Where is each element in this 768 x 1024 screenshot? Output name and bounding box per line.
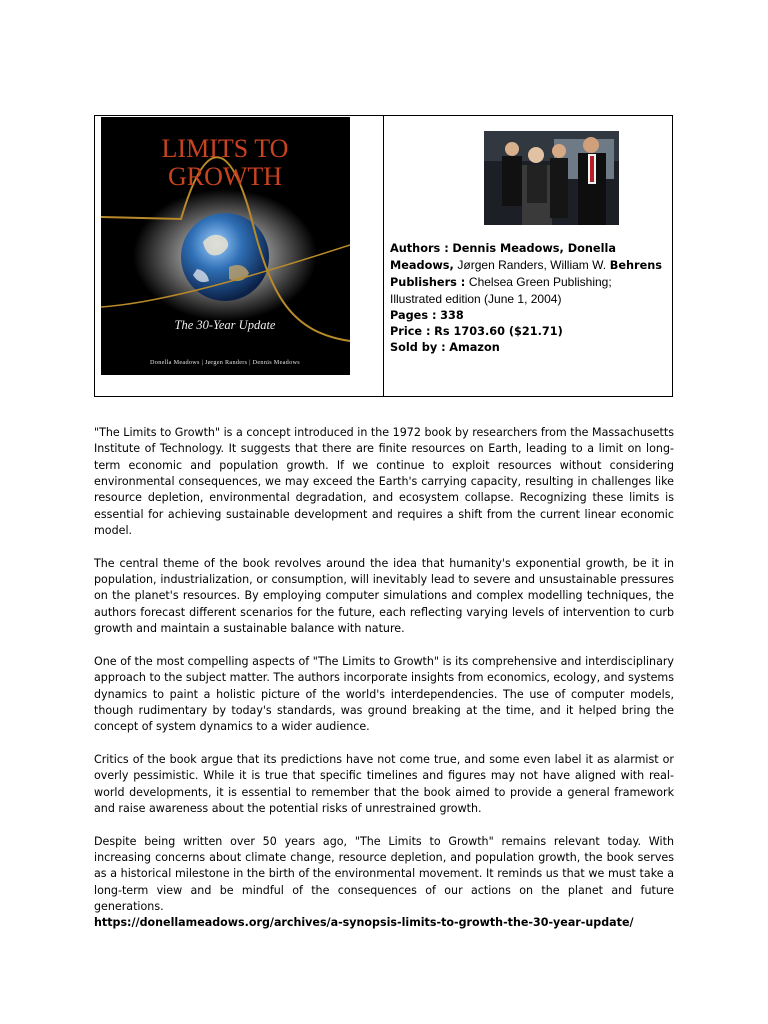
article-paragraph: Despite being written over 50 years ago, "The Limits to Growth" remains relevant today. With increasing concerns about climate change, resource depletion, and population growth, the book serves as a historical milestone in the birth of the environmental movement. It reminds us that we must take a long-term view and be mindful of the consequences of our actions on the planet and future generations. — [94, 834, 674, 913]
article-paragraph: Critics of the book argue that its predictions have not come true, and some even label it as alarmist or overly pessimistic. While it is true that specific timelines and figures may not have aligned with real-world developments, it is essential to remember that the book aimed to provide a general framework and raise awareness about the potential risks of unrestrained growth. — [94, 752, 674, 815]
book-info-table — [94, 115, 673, 397]
pages-row — [390, 308, 666, 324]
authors-label: Authors : — [390, 242, 449, 255]
sold-by-value: Amazon — [449, 341, 500, 354]
price-label: Price : — [390, 325, 431, 338]
sold-by-label: Sold by : — [390, 341, 446, 354]
publishers-value: Chelsea Green Publishing; Illustrated edition (June 1, 2004) — [390, 275, 612, 306]
article-paragraph: The central theme of the book revolves around the idea that humanity's exponential growth, be it in population, industrialization, or consumption, will inevitably lead to severe and unsustainable pressures on the planet's resources. By employing computer simulations and complex modelling techniques, the authors forecast different scenarios for the future, each reflecting varying levels of intervention to curb growth and maintain a sustainable balance with nature. — [94, 556, 674, 636]
cover-authors: Donella Meadows | Jørgen Randers | Dennis Meadows — [150, 359, 300, 366]
authors-photo — [484, 131, 619, 225]
authors-value-end: Behrens — [609, 259, 663, 272]
sold-by-row — [390, 340, 666, 356]
book-cover-image — [101, 117, 350, 375]
cover-subtitle: The 30-Year Update — [174, 318, 276, 332]
pages-value: 338 — [440, 309, 464, 322]
publishers-label: Publishers : — [390, 276, 466, 289]
cover-title-line2: GROWTH — [167, 162, 283, 191]
price-value: Rs 1703.60 ($21.71) — [434, 325, 563, 338]
book-details — [390, 241, 666, 356]
details-cell — [384, 116, 672, 396]
cover-cell — [95, 116, 384, 396]
article-paragraph: "The Limits to Growth" is a concept introduced in the 1972 book by researchers from the Massachusetts Institute of Technology. It suggests that there are finite resources on Earth, leading to a limit on long-term economic and population growth. If we continue to exploit resources without considering environmental consequences, we may exceed the Earth's carrying capacity, resulting in challenges like resource depletion, environmental degradation, and ecosystem collapse. Recognizing these limits is essential for achieving sustainable development and requires a shift from the current linear economic model. — [94, 426, 674, 538]
source-link[interactable]: https://donellameadows.org/archives/a-synopsis-limits-to-growth-the-30-year-update/ — [94, 916, 634, 930]
pages-label: Pages : — [390, 309, 437, 322]
publishers-row — [390, 274, 666, 308]
authors-value-bold: Dennis Meadows, Donella Meadows, — [390, 242, 616, 272]
authors-row — [390, 241, 666, 274]
article-body — [94, 425, 674, 932]
price-row — [390, 324, 666, 340]
cover-title-line1: LIMITS TO — [161, 134, 289, 163]
article-paragraph: One of the most compelling aspects of "The Limits to Growth" is its comprehensive and interdisciplinary approach to the subject matter. The authors incorporate insights from economics, ecology, and systems dynamics to paint a holistic picture of the world's interdependencies. The use of computer models, though rudimentary by today's standards, was ground breaking at the time, and it helped bring the concept of system dynamics to a wider audience. — [94, 654, 674, 734]
authors-value-plain: Jørgen Randers, William W. — [457, 258, 607, 272]
